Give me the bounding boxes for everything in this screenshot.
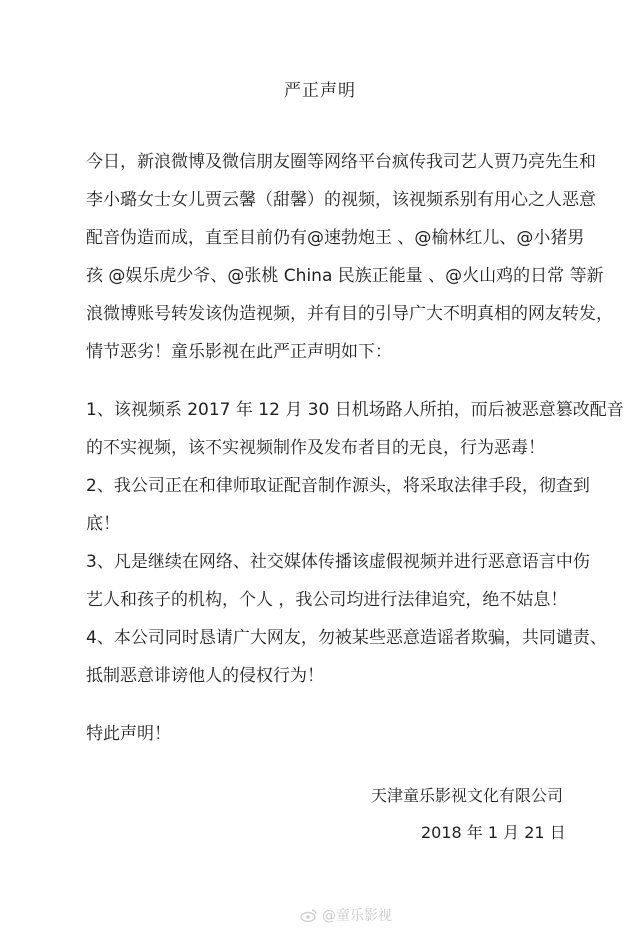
intro-line: 情节恶劣！童乐影视在此严正声明如下： xyxy=(86,342,392,362)
statement-date: 2018 年 1 月 21 日 xyxy=(421,823,566,842)
statement-title: 严正声明 xyxy=(284,81,356,101)
intro-line: 孩 @娱乐虎少爷、@张桃 China 民族正能量 、@火山鸡的日常 等新 xyxy=(86,266,604,286)
weibo-icon xyxy=(300,908,318,922)
intro-line: 今日，新浪微博及微信朋友圈等网络平台疯传我司艺人贾乃亮先生和 xyxy=(86,152,596,172)
point-line: 4、本公司同时恳请广大网友，勿被某些恶意造谣者欺骗，共同谴责、 xyxy=(86,628,607,648)
intro-line: 配音伪造而成，直至目前仍有@速勃炮王 、@榆林红儿、@小猪男 xyxy=(86,228,585,248)
point-line: 2、我公司正在和律师取证配音制作源头，将采取法律手段，彻查到 xyxy=(86,476,590,496)
company-signature: 天津童乐影视文化有限公司 xyxy=(371,786,564,805)
point-line: 艺人和孩子的机构，个人 ，我公司均进行法律追究，绝不姑息！ xyxy=(86,590,568,610)
watermark-text: @童乐影视 xyxy=(322,908,392,924)
closing-text: 特此声明！ xyxy=(86,724,171,744)
point-line: 抵制恶意诽谤他人的侵权行为！ xyxy=(86,666,324,686)
weibo-watermark xyxy=(300,905,392,925)
point-line: 的不实视频，该不实视频制作及发布者目的无良，行为恶毒！ xyxy=(86,438,545,458)
point-line: 3、凡是继续在网络、社交媒体传播该虚假视频并进行恶意语言中伤 xyxy=(86,552,590,572)
intro-line: 李小璐女士女儿贾云馨（甜馨）的视频，该视频系别有用心之人恶意 xyxy=(86,190,596,210)
intro-line: 浪微博账号转发该伪造视频，并有目的引导广大不明真相的网友转发， xyxy=(86,304,613,324)
point-line: 底！ xyxy=(86,514,120,534)
point-line: 1、该视频系 2017 年 12 月 30 日机场路人所拍，而后被恶意篡改配音 xyxy=(86,400,624,420)
